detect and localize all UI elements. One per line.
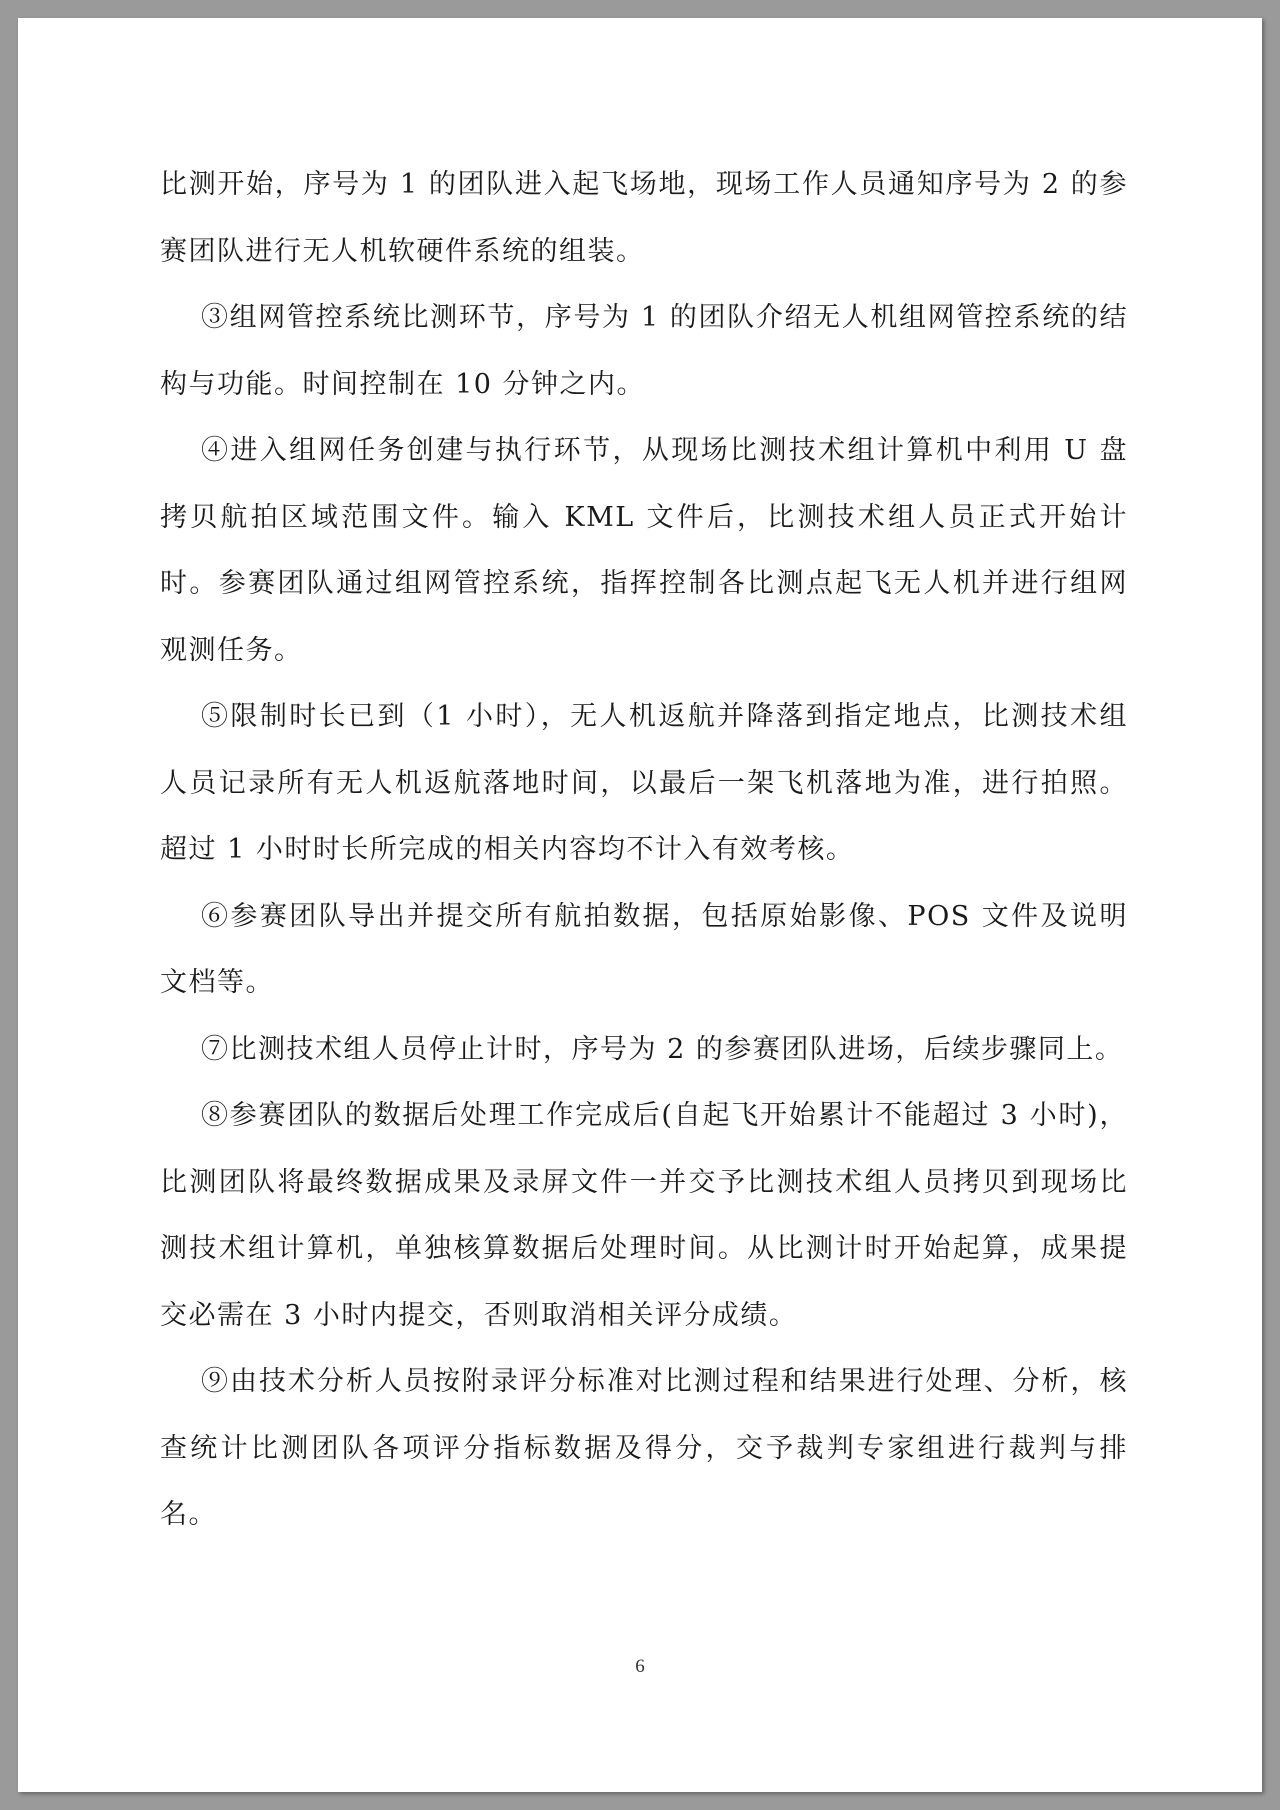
- paragraph-8: ⑨由技术分析人员按附录评分标准对比测过程和结果进行处理、分析，核查统计比测团队各项评分指标数据及得分，交予裁判专家组进行裁判与排名。: [160, 1366, 1128, 1530]
- paragraph-5: ⑥参赛团队导出并提交所有航拍数据，包括原始影像、POS 文件及说明文档等。: [160, 900, 1128, 998]
- paragraph-1: 比测开始，序号为 1 的团队进入起飞场地，现场工作人员通知序号为 2 的参赛团队进行无人机软硬件系统的组装。: [160, 169, 1128, 267]
- paragraph-4: ⑤限制时长已到（1 小时），无人机返航并降落到指定地点，比测技术组人员记录所有无人机返航落地时间，以最后一架飞机落地为准，进行拍照。超过 1 小时时长所完成的相关内容均不计入有效考核。: [160, 701, 1128, 865]
- paragraph-3: ④进入组网任务创建与执行环节，从现场比测技术组计算机中利用 U 盘拷贝航拍区域范围文件。输入 KML 文件后，比测技术组人员正式开始计时。参赛团队通过组网管控系统，指挥控制各比测点起飞无人机并进行组网观测任务。: [160, 435, 1128, 666]
- paragraph-6: ⑦比测技术组人员停止计时，序号为 2 的参赛团队进场，后续步骤同上。: [201, 1033, 1124, 1065]
- paragraph-7: ⑧参赛团队的数据后处理工作完成后(自起飞开始累计不能超过 3 小时)，比测团队将最终数据成果及录屏文件一并交予比测技术组人员拷贝到现场比测技术组计算机，单独核算数据后处理时间。从比测计时开始起算，成果提交必需在 3 小时内提交，否则取消相关评分成绩。: [160, 1100, 1128, 1331]
- document-page: [18, 18, 1262, 1792]
- page-number: 6: [635, 1656, 645, 1677]
- paragraph-2: ③组网管控系统比测环节，序号为 1 的团队介绍无人机组网管控系统的结构与功能。时间控制在 10 分钟之内。: [160, 302, 1128, 400]
- document-body: [160, 152, 1128, 1549]
